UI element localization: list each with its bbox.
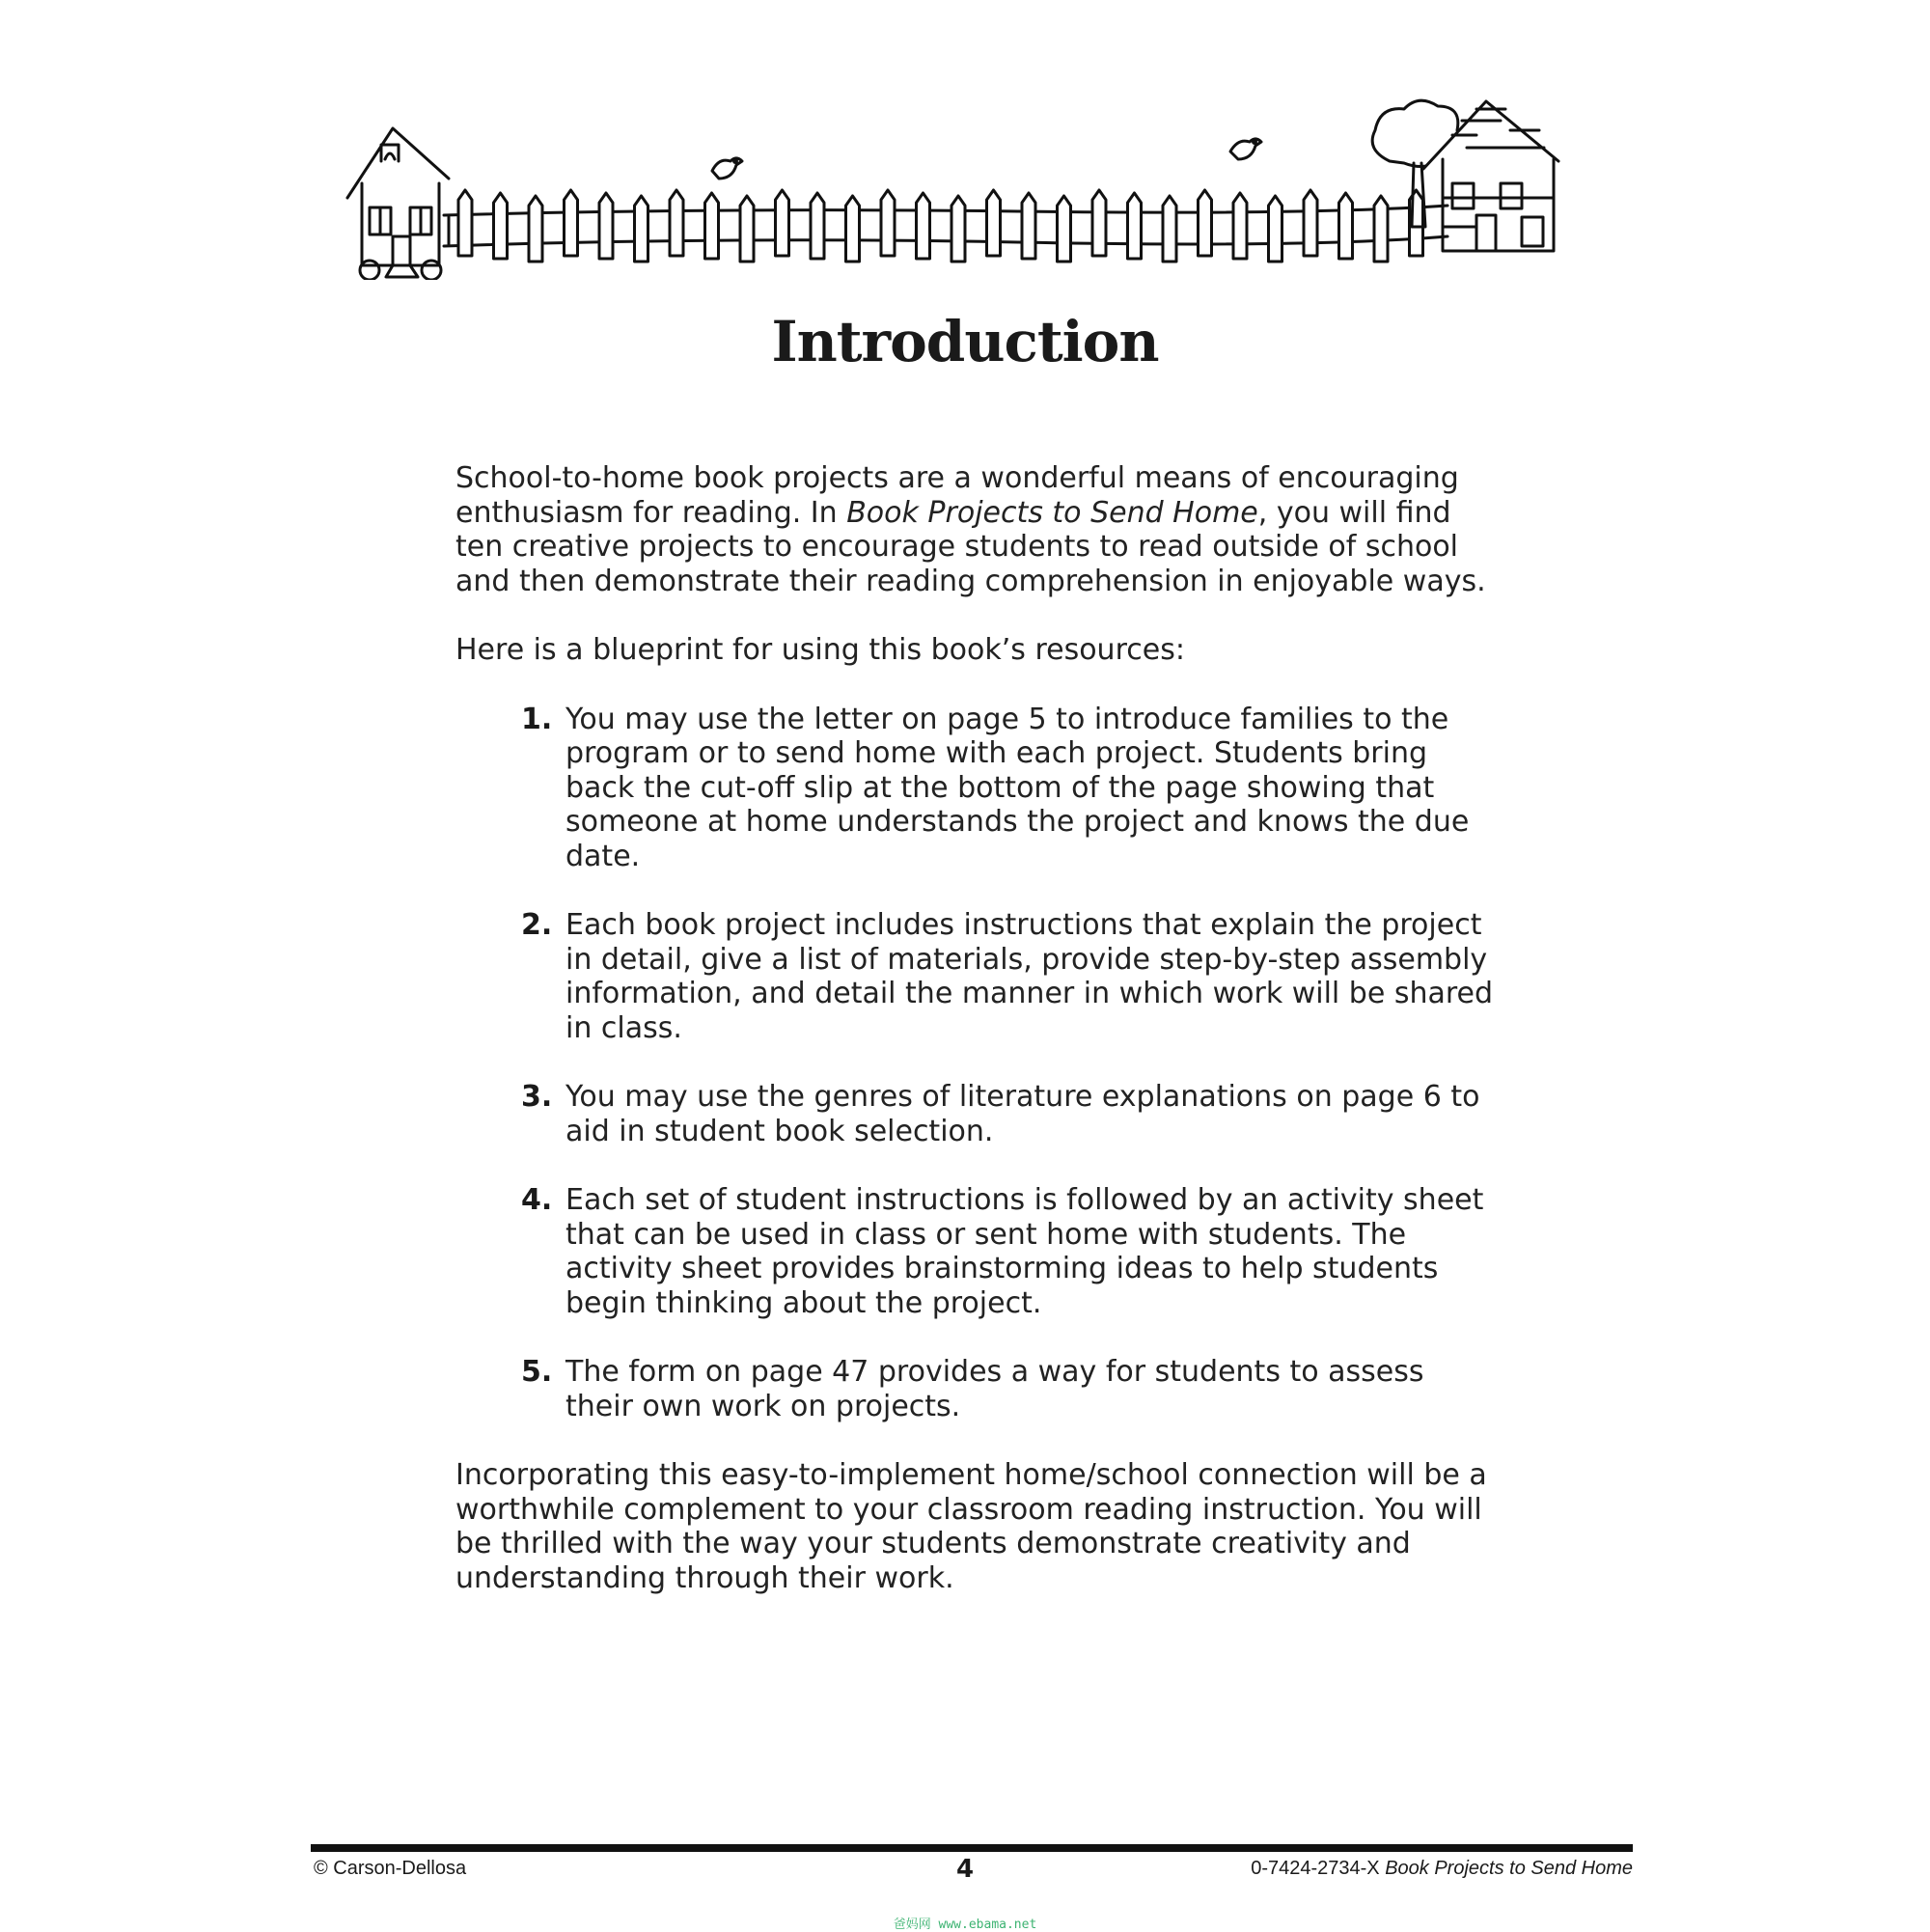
bird-icon — [1230, 139, 1261, 159]
fence-picket — [1022, 193, 1035, 259]
fence-picket — [1304, 190, 1317, 256]
blueprint-list — [455, 703, 1498, 1424]
schoolhouse-icon — [347, 128, 449, 280]
intro-text-a: School-to-home book projects are a wonderful means of encouraging enthusiasm for reading. In — [455, 461, 1459, 530]
fence-picket — [881, 190, 895, 256]
fence-picket — [1233, 193, 1247, 259]
footer-book-title: Book Projects to Send Home — [1385, 1858, 1633, 1879]
fence-picket — [494, 193, 508, 259]
fence-picket — [1128, 193, 1142, 259]
closing-paragraph: Incorporating this easy-to-implement home/school connection will be a worthwhile complement to your classroom reading instruction. You will be thrilled with the way your students demonstrate creativity and understanding through their work. — [455, 1458, 1487, 1595]
list-item — [455, 703, 1498, 874]
footer-copyright: © Carson-Dellosa — [314, 1858, 467, 1879]
footer-rule — [311, 1844, 1633, 1852]
footer-isbn: 0-7424-2734-X — [1251, 1858, 1386, 1879]
item-number: 3. — [521, 1080, 553, 1114]
list-item — [455, 908, 1498, 1045]
fence-picket — [1199, 190, 1212, 256]
fence-picket — [951, 196, 965, 262]
fence-picket — [776, 190, 789, 256]
item-number: 1. — [521, 702, 553, 736]
list-item — [455, 1355, 1498, 1423]
fence-picket — [670, 190, 683, 256]
fence-picket — [1163, 196, 1176, 262]
watermark: 爸妈网 www.ebama.net — [893, 1918, 1037, 1932]
footer-page-number: 4 — [955, 1855, 975, 1884]
item-number: 5. — [521, 1355, 553, 1389]
list-item — [455, 1183, 1498, 1320]
list-item — [455, 1080, 1498, 1148]
fence-picket — [1092, 190, 1106, 256]
fence-picket — [599, 193, 613, 259]
fence-picket — [565, 190, 578, 256]
fence-pickets — [458, 190, 1423, 262]
item-number: 4. — [521, 1183, 553, 1217]
bird-icon — [712, 158, 742, 179]
fence-picket — [529, 196, 542, 262]
fence-picket — [635, 196, 648, 262]
fence-picket — [1058, 196, 1071, 262]
fence-picket — [1269, 196, 1282, 262]
fence-picket — [917, 193, 930, 259]
fence-icon — [444, 206, 1448, 246]
item-text: The form on page 47 provides a way for students to assess their own work on projects. — [565, 1355, 1424, 1423]
fence-picket — [811, 193, 824, 259]
introduction-body — [455, 461, 1498, 1630]
footer-isbn-title — [1251, 1858, 1633, 1880]
intro-text-b: , you will find ten creative projects to encourage students to read outside of school and then demonstrate their reading comprehension in enjoyable ways. — [455, 495, 1486, 598]
fence-picket — [1374, 196, 1388, 262]
page-title: Introduction — [771, 309, 1159, 374]
item-text: Each book project includes instructions that explain the project in detail, give a list of materials, provide step-by-step assembly information, and detail the manner in which work will be shared in class. — [565, 908, 1494, 1045]
header-illustration — [343, 92, 1568, 280]
fence-picket — [846, 196, 860, 262]
blueprint-lead: Here is a blueprint for using this book’s resources: — [455, 633, 1185, 667]
item-number: 2. — [521, 908, 553, 942]
fence-picket — [1339, 193, 1353, 259]
intro-book-title: Book Projects to Send Home — [846, 495, 1258, 530]
intro-paragraph — [455, 461, 1498, 598]
fence-picket — [740, 196, 754, 262]
fence-picket — [705, 193, 719, 259]
item-text: You may use the genres of literature explanations on page 6 to aid in student book selection. — [565, 1080, 1480, 1148]
fence-picket — [458, 190, 472, 256]
fence-picket — [987, 190, 1001, 256]
item-text: Each set of student instructions is followed by an activity sheet that can be used in class or sent home with students. The activity sheet provides brainstorming ideas to help students begin thinking about the project. — [565, 1183, 1484, 1320]
item-text: You may use the letter on page 5 to introduce families to the program or to send home with each project. Students bring back the cut-off slip at the bottom of the page showing that someone at home understands the project and knows the due date. — [565, 702, 1470, 873]
